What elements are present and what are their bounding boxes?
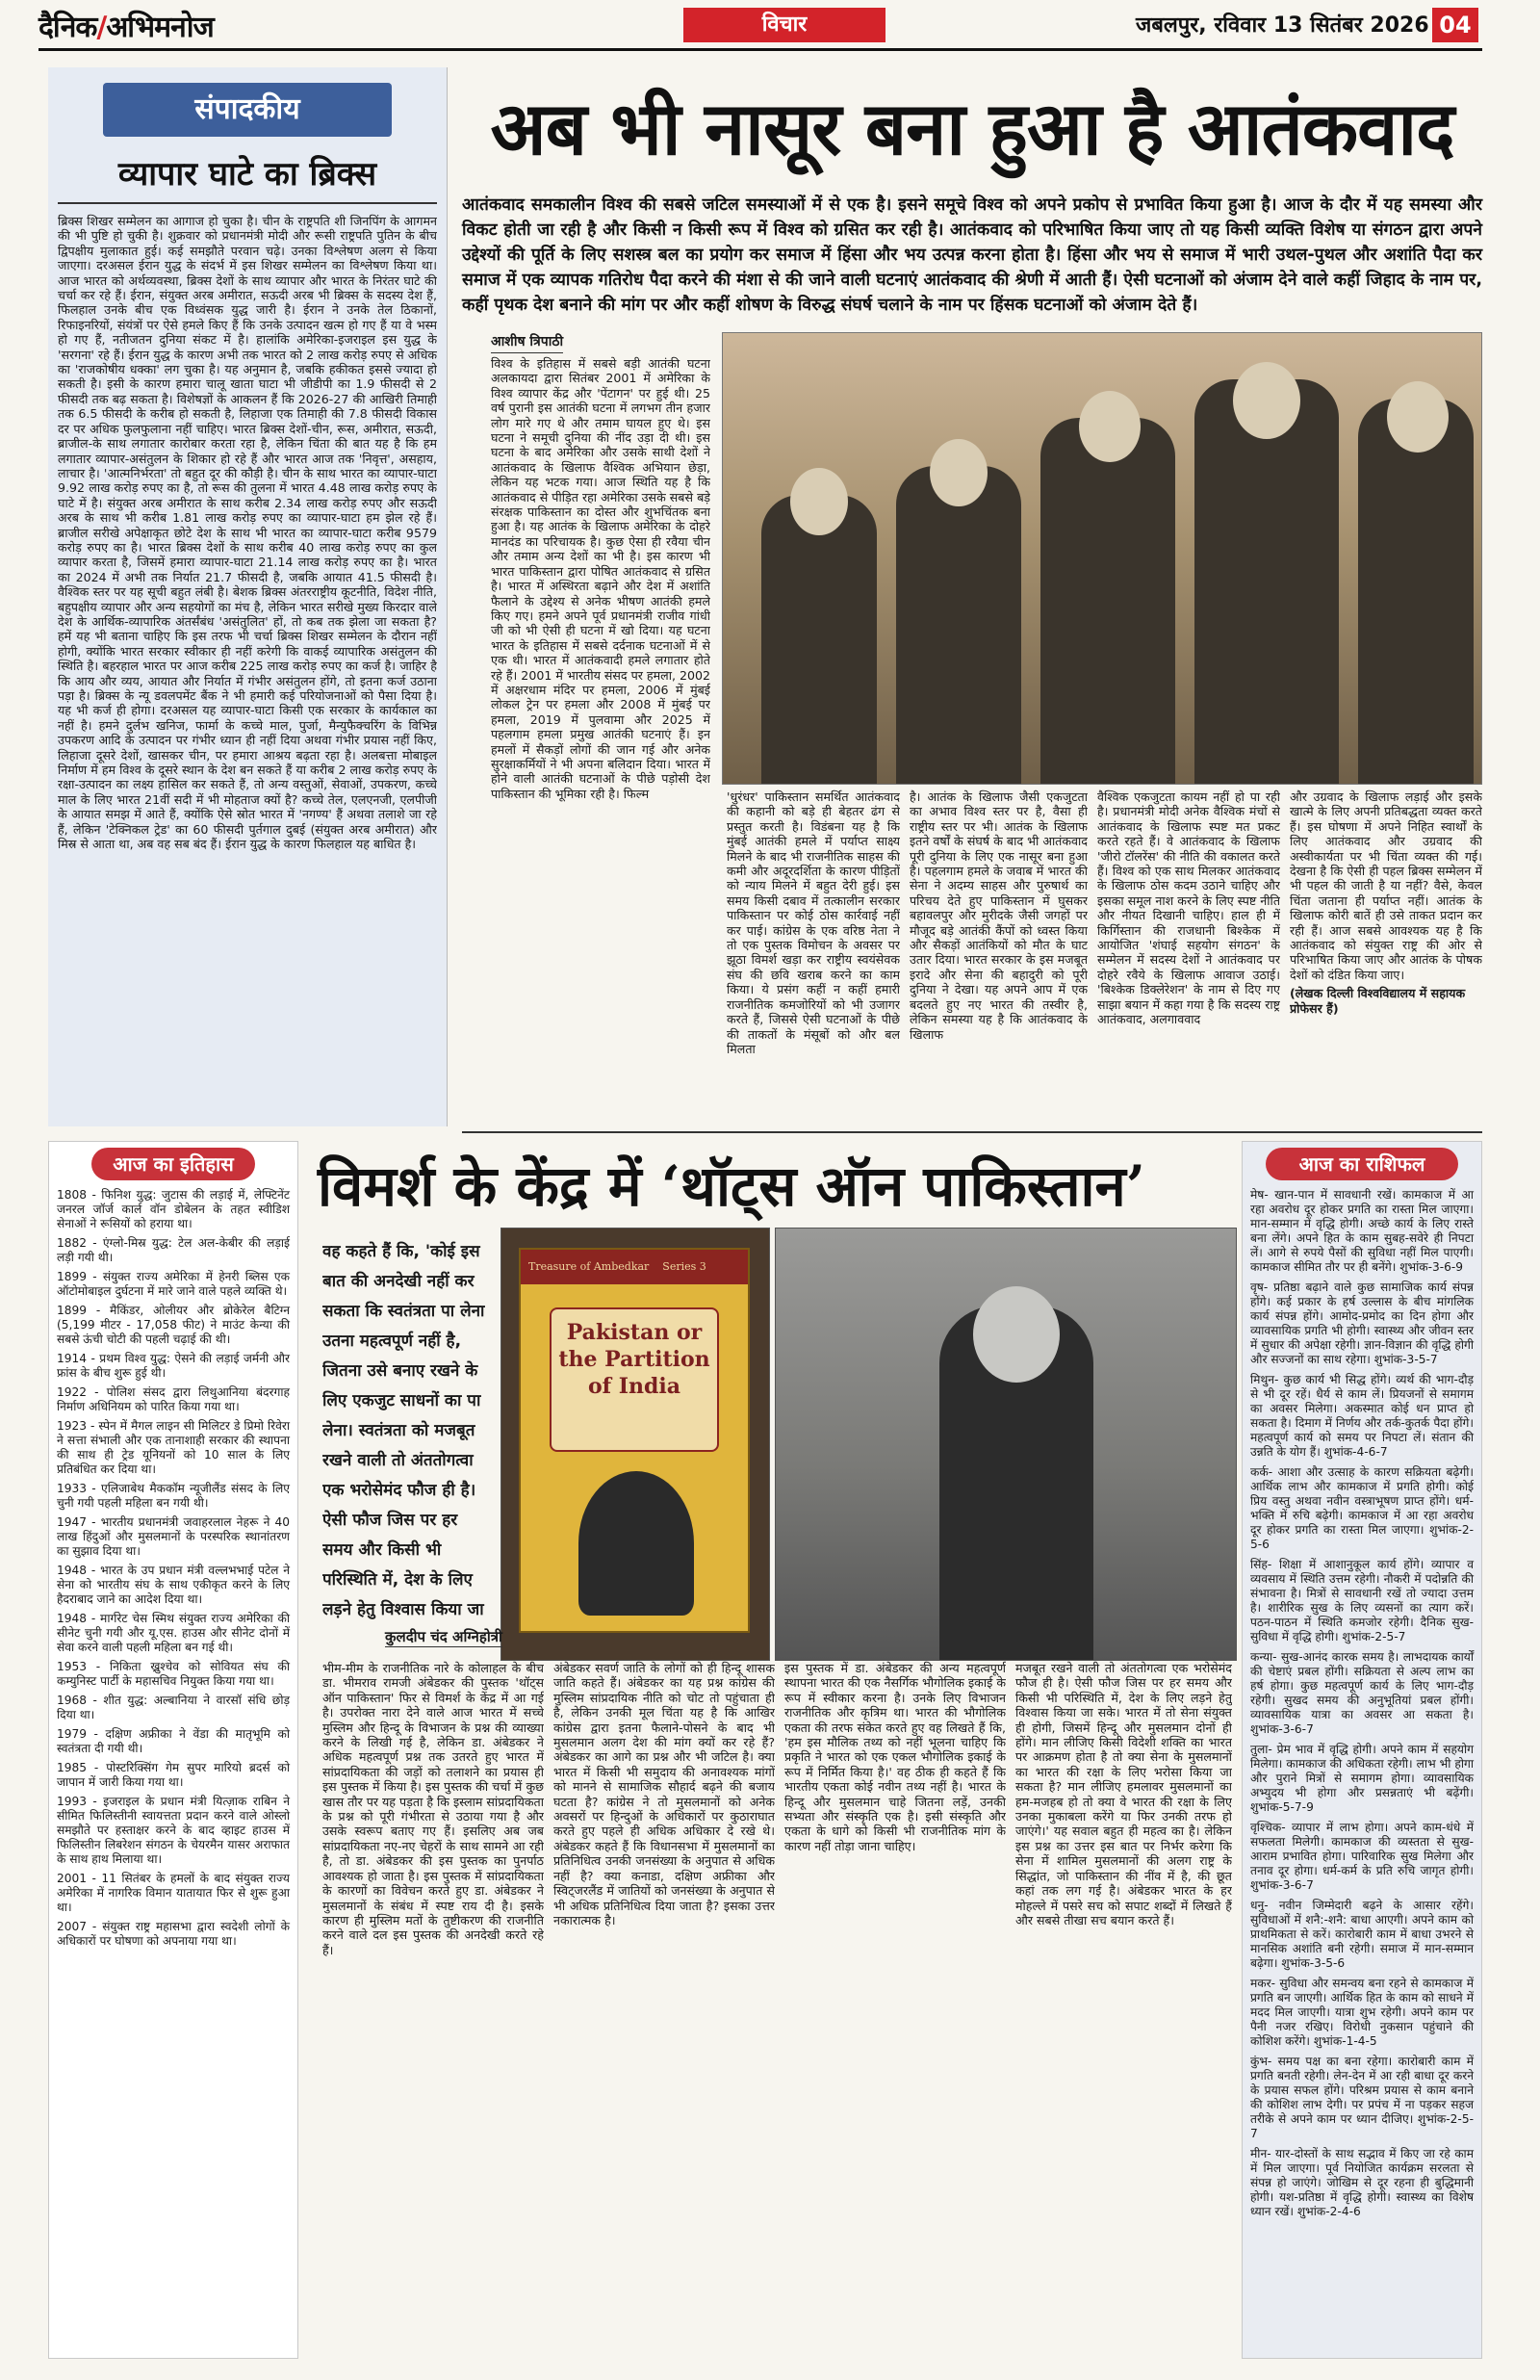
masthead-rule [38, 48, 1482, 51]
feature-column-3: इस पुस्तक में डा. अंबेडकर की अन्य महत्वपूर्ण स्थापना भारत की एक नैसर्गिक भौगोलिक इकाई के रूप में स्वीकार करना है। उनके लिए विभाजन राजनीतिक और कृत्रिम था। भारत की भौगोलिक एकता की तरफ संकेत करते हुए वह लिखते हैं कि, 'हम इस मौलिक तथ्य को नहीं भूलना चाहिए कि प्रकृति ने भारत को एक एकल भौगोलिक इकाई के रूप में निर्मित किया है।' वह ठीक ही कहते हैं कि भारतीय एकता कोई नवीन तथ्य नहीं है। भारत के हिन्दू और मुसलमान चाहे जितना लड़ें, उनकी सभ्यता और संस्कृति एक है। इसी संस्कृति और एकता के धागे को किसी भी राजनीतिक मांग के कारण नहीं तोड़ा जाना चाहिए। [784, 1661, 1006, 1853]
book-series-name: Treasure of Ambedkar [528, 1260, 650, 1273]
lead-deck: आतंकवाद समकालीन विश्व की सबसे जटिल समस्याओं में से एक है। इसने समूचे विश्व को अपने प्रकोप से प्रभावित किया हुआ है। आज के दौर में यह समस्या और विकट होती जा रही है और किसी न किसी रूप में विश्व को ग्रसित कर रही है। आतंकवाद को परिभाषित किया जाए तो यह किसी व्यक्ति विशेष या संगठन द्वारा अपने उद्देश्यों की पूर्ति के लिए सशस्त्र बल का प्रयोग कर समाज में हिंसा और भय उत्पन्न करना होता है। हिंसा और भय से समाज में भारी उथल-पुथल और अशांति पैदा कर समाज में एक व्यापक गतिरोध पैदा करने की मंशा से की जाने वाली घटनाएं आतंकवाद की श्रेणी में आती हैं। ऐसी घटनाओं को अंजाम देने वाले कहीं जिहाद के नाम पर, कहीं पृथक देश बनाने की मांग पर और कहीं शोषण के विरुद्ध संघर्ष चलाने के नाम पर हिंसक घटनाओं को अंजाम देते हैं। [462, 195, 1482, 315]
list-item: मकर- सुविधा और समन्वय बना रहने से कामकाज में प्रगति बन जाएगी। आर्थिक हित के काम को साधने में मदद मिल जाएगी। यात्रा शुभ रहेगी। अपने काम पर पैनी नजर रखिए। विरोधी नुकसान पहुंचाने की कोशिश करेंगे। शुभांक-1-4-5 [1250, 1977, 1474, 2048]
photo-figure [1194, 379, 1339, 784]
list-item: 1933 - एलिजाबेथ मैककॉम न्यूजीलैंड संसद के लिए चुनी गयी पहली महिला बन गयी थी। [57, 1482, 290, 1510]
list-item: सिंह- शिक्षा में आशानुकूल कार्य होंगे। व्यापार व व्यवसाय में स्थिति उत्तम रहेगी। नौकरी में पदोन्नति की संभावना है। मित्रों से सावधानी रखें तो ज्यादा उत्तम है। शारीरिक सुख के लिए व्यसनों का त्याग करें। पठन-पाठन में स्थिति कमजोर रहेगी। दैनिक सुख-सुविधा में वृद्धि होगी। शुभांक-2-5-7 [1250, 1558, 1474, 1643]
lead-column-1: विश्व के इतिहास में सबसे बड़ी आतंकी घटना अलकायदा द्वारा सितंबर 2001 में अमेरिका के विश्व व्यापार केंद्र और 'पेंटागन' पर हुई थी। 25 वर्ष पुरानी इस आतंकी घटना में लगभग तीन हजार लोग मारे गए थे और तमाम घायल हुए थे। इस घटना ने समूची दुनिया की नींद उड़ा दी थी। इस घटना के बाद अमेरिका और उसके साथी देशों ने आतंकवाद के खिलाफ वैश्विक अभियान छेड़ा, लेकिन यह भटक गया। आज स्थिति यह है कि आतंकवाद से पीड़ित रहा अमेरिका उसके सबसे बड़े संरक्षक पाकिस्तान का दोस्त और शुभचिंतक बना हुआ है। यह आतंक के खिलाफ अमेरिका के दोहरे मानदंड का परिचायक है। कुछ ऐसा ही रवैया चीन और तमाम अन्य देशों का भी है। इस कारण भी भारत पाकिस्तान द्वारा पोषित आतंकवाद से ग्रसित है। भारत में अस्थिरता बढ़ाने और देश में अशांति फैलाने के उद्देश्य से अनेक भीषण आतंकी हमले किए गए। हमने अपने पूर्व प्रधानमंत्री राजीव गांधी जी को भी ऐसी ही घटना में खो दिया। यह घटना भारत के इतिहास में सबसे दर्दनाक घटनाओं में से एक थी। भारत में आतंकवादी हमले लगातार होते रहे हैं। 2001 में भारतीय संसद पर हमला, 2002 में अक्षरधाम मंदिर पर हमला, 2006 में मुंबई लोकल ट्रेन पर हमला और 2008 में मुंबई पर हमला, 2019 में पुलवामा और 2025 में पहलगाम हमला प्रमुख आतंकी घटनाएं हैं। इन हमलों में सैकड़ों लोगों की जान गई और अनेक सुरक्षाकर्मियों ने भी अपना बलिदान दिया। भारत में होने वाली आतंकी घटनाओं के पीछे पड़ोसी देश पाकिस्तान की भूमिका रही है। फिल्म [491, 356, 710, 801]
newspaper-logo [38, 6, 214, 45]
lead-column-3: है। आतंक के खिलाफ जैसी एकजुटता का अभाव विश्व स्तर पर है, वैसा ही राष्ट्रीय स्तर पर भी। आतंक के खिलाफ इतने वर्षों के संघर्ष के बाद भी आतंकवाद पूरी दुनिया के लिए एक नासूर बना हुआ है। पहलगाम हमले के जवाब में भारत की सेना ने अदम्य साहस और पुरुषार्थ का परिचय देते हुए पाकिस्तान में घुसकर बहावलपुर और मुरीदके जैसी जगहों पर मौजूद बड़े आतंकी कैंपों को ध्वस्त किया और सैकड़ों आतंकियों को मौत के घाट उतार दिया। भारत सरकार के इस मजबूत इरादे और सेना की बहादुरी को पूरी दुनिया ने देखा। यह अपने आप में एक बदलते हुए नए भारत की तस्वीर है, लेकिन समस्या यह है कि आतंकवाद के खिलाफ [910, 789, 1088, 1042]
lead-column-5-wrap [1290, 789, 1482, 1126]
list-item: कन्या- सुख-आनंद कारक समय है। लाभदायक कार्यों की चेष्टाएं प्रबल होंगी। सक्रियता से अल्प लाभ का हर्ष होगा। कुछ महत्वपूर्ण कार्य के लिए भाग-दौड़ रहेगी। सुखद समय की अनुभूतियां प्रबल होंगी। व्यावसायिक यात्रा का अवसर आ सकता है। शुभांक-3-6-7 [1250, 1650, 1474, 1736]
list-item: वृष- प्रतिष्ठा बढ़ाने वाले कुछ सामाजिक कार्य संपन्न होंगे। कई प्रकार के हर्ष उल्लास के बीच मांगलिक कार्य संपन्न होंगे। आमोद-प्रमोद का दिन होगा और व्यावसायिक प्रगति भी होगी। स्वास्थ्य और जीवन स्तर में सुधार की अपेक्षा रहेगी। ज्ञान-विज्ञान की वृद्धि होगी और सज्जनों का साथ रहेगा। शुभांक-3-5-7 [1250, 1281, 1474, 1366]
feature-author: कुलदीप चंद अग्निहोत्री [385, 1628, 502, 1645]
list-item: 1882 - एंग्लो-मिस्र युद्ध: टेल अल-केबीर की लड़ाई लड़ी गयी थी। [57, 1236, 290, 1264]
horoscope-badge: आज का राशिफल [1266, 1148, 1458, 1180]
editorial-headline: व्यापार घाटे का ब्रिक्स [58, 150, 437, 204]
list-item: 1923 - स्पेन में मैगल लाइन सी मिलिटर डे प्रिमो रिवेरा ने सत्ता संभाली और एक तानाशाही सरकार की स्थापना की साथ ही ट्रेड यूनियनों को 10 साल के लिए प्रतिबंधित कर दिया था। [57, 1419, 290, 1476]
lead-column-5: और उग्रवाद के खिलाफ लड़ाई और इसके खात्मे के लिए अपनी प्रतिबद्धता व्यक्त करते हैं। इस घोषणा में अपने निहित स्वार्थों के लिए आतंकवाद और उग्रवाद की अस्वीकार्यता पर भी चिंता व्यक्त की गई। देखना है कि ऐसी ही पहल ब्रिक्स सम्मेलन में भी पहल की जाती है या नहीं? वैसे, केवल चिंता जताना ही पर्याप्त नहीं। आतंक के खिलाफ कोरी बातें ही उसे ताकत प्रदान कर रही हैं। आज सबसे आवश्यक यह है कि आतंकवाद को संयुक्त राष्ट्र की ओर से परिभाषित किया जाए और आतंक के पोषक देशों को दंडित किया जाए। [1290, 789, 1482, 982]
section-tag: विचार [683, 8, 886, 42]
photo-face [973, 1286, 1060, 1383]
list-item: 1808 - फिनिश युद्ध: जुटास की लड़ाई में, लेफ्टिनेंट जनरल जॉर्ज कार्ल वॉन डोबेलन के तहत स्वीडिश सेनाओं ने रूसियों को हराया था। [57, 1188, 290, 1230]
list-item: 1948 - भारत के उप प्रधान मंत्री वल्लभभाई पटेल ने सेना को भारतीय संघ के साथ एकीकृत करने के लिए हैदराबाद जाने का आदेश दिया था। [57, 1564, 290, 1606]
horoscope-column [1242, 1141, 1482, 2359]
dateline: जबलपुर, रविवार 13 सितंबर 2026 [1136, 13, 1429, 38]
feature-column-2: अंबेडकर सवर्ण जाति के लोगों को ही हिन्दू शासक जाति कहते हैं। अंबेडकर का यह प्रश्न कांग्रेस की मुस्लिम सांप्रदायिक नीति को चोट तो पहुंचाता ही है, लेकिन उनकी मूल चिंता यह है कि आखिर कांग्रेस द्वारा इतना फैलाने-पोसने के बाद भी मुसलमान अलग देश की मांग क्यों कर रहे हैं? अंबेडकर का आगे का प्रश्न और भी जटिल है। क्या भारत में किसी भी समुदाय की अनावश्यक मांगों को मानने से सामाजिक सौहार्द बढ़ने की बजाय घटता है? कांग्रेस ने तो मुसलमानों को अनेक अवसरों पर हिन्दुओं के अधिकारों पर कुठाराघात करते हुए पहले ही अधिक अधिकार दे रखे थे। अंबेडकर कहते हैं कि विधानसभा में मुसलमानों का प्रतिनिधित्व उनकी जनसंख्या के अनुपात से अधिक नहीं है? क्या कनाडा, दक्षिण अफ्रीका और स्विट्जरलैंड में जातियों को जनसंख्या के अनुपात से भी अधिक प्रतिनिधित्व दिया जाता है? इसका उत्तर नकारात्मक है। [553, 1661, 775, 1927]
history-list [49, 1188, 297, 1949]
list-item: 1985 - पोस्टरिक्सिंग गेम सुपर मारियो ब्रदर्स को जापान में जारी किया गया था। [57, 1761, 290, 1789]
ambedkar-photo [775, 1228, 1237, 1661]
list-item: मेष- खान-पान में सावधानी रखें। कामकाज में आ रहा अवरोध दूर होकर प्रगति का रास्ता मिल जाएगा। मान-सम्मान में वृद्धि होगी। अच्छे कार्य के लिए रास्ते बना लेंगे। अपने हित के काम सुबह-सवेरे ही निपटा लें। आगे से रुपये पैसों की सुविधा नहीं मिल पाएगी। कामकाज सीमित तौर पर ही बनेंगे। शुभांक-3-6-9 [1250, 1188, 1474, 1274]
list-item: 1947 - भारतीय प्रधानमंत्री जवाहरलाल नेहरू ने 40 लाख हिंदुओं और मुसलमानों के परस्परिक स्थानांतरण का सुझाव दिया था। [57, 1515, 290, 1558]
list-item: 1968 - शीत युद्ध: अल्बानिया ने वारसॉ संधि छोड़ दिया था। [57, 1694, 290, 1721]
feature-headline: विमर्श के केंद्र में ‘थॉट्स ऑन पाकिस्तान’ [318, 1153, 1145, 1219]
feature-column-1: भीम-मीम के राजनीतिक नारे के कोलाहल के बीच डा. भीमराव रामजी अंबेडकर की पुस्तक 'थॉट्स ऑन पाकिस्तान' फिर से विमर्श के केंद्र में आ गई है। उपरोक्त नारा देने वाले आज भारत में सच्चे मुस्लिम और हिन्दू के विभाजन के प्रश्न की व्याख्या करने के लिखी गई है, लेकिन डा. अंबेडकर ने अधिक महत्वपूर्ण प्रश्न तक उतरते हुए भारत में सांप्रदायिकता की जड़ों को तलाशने का प्रयास ही इस पुस्तक में किया है। इस पुस्तक की चर्चा में कुछ खास तौर पर यह पड़ता है कि इस्लाम सांप्रदायिकता के प्रश्न को पूरी गंभीरता से उठाया गया है और उसके स्वरूप बताए गए हैं। इसलिए अब जब सांप्रदायिकता नए-नए चेहरों के साथ सामने आ रही है, तो डा. अंबेडकर की इस पुस्तक का पुनर्पाठ आवश्यक हो जाता है। इस पुस्तक में सांप्रदायिकता के कारणों का विवेचन करते हुए डा. अंबेडकर ने मुसलमानों के संबंध में स्पष्ट राय दी है। इसके कारण ही मुस्लिम मतों के तुष्टीकरण की राजनीति करने वाले दल इस पुस्तक की अनदेखी करते रहे हैं। [322, 1661, 544, 1957]
horoscope-list [1243, 1188, 1481, 2219]
book-photo [500, 1228, 770, 1661]
feature-pullquote: वह कहते हैं कि, 'कोई इस बात की अनदेखी नहीं कर सकता कि स्वतंत्रता पा लेना उतना महत्वपूर्ण नहीं है, जितना उसे बनाए रखने के लिए एकजुट साधनों का पा लेना। स्वतंत्रता को मजबूत रखने वाली तो अंततोगत्वा एक भरोसेमंद फौज ही है। ऐसी फौज जिस पर हर समय और किसी भी परिस्थिति में, देश के लिए लड़ने हेतु विश्वास किया जा [322, 1242, 485, 1619]
book-series-number: Series 3 [662, 1260, 706, 1273]
list-item: 1899 - मैकिंडर, ओलीयर और ब्रोकेरेल बैटिग्न (5,199 मीटर - 17,058 फीट) ने माउंट केन्या की सबसे ऊंची चोटी की पहली चढ़ाई की थी। [57, 1304, 290, 1346]
list-item: 1993 - इजराइल के प्रधान मंत्री यित्ज़ाक राबिन ने सीमित फिलिस्तीनी स्वायत्तता प्रदान करने वाले ओस्लो समझौते पर हस्ताक्षर करने के बाद व्हाइट हाउस में फिलिस्तीन लिबरेशन संगठन के चेयरमैन यासर अराफात के साथ हाथ मिलाया था। [57, 1795, 290, 1866]
list-item: धनु- नवीन जिम्मेदारी बढ़ने के आसार रहेंगे। सुविधाओं में शनै:-शनै: बाधा आएगी। अपने काम को प्राथमिकता से करें। कारोबारी काम में बाधा उभरने से मानसिक अशांति बनी रहेगी। समाज में मान-सम्मान बढ़ेगा। शुभांक-3-5-6 [1250, 1899, 1474, 1970]
list-item: कुंभ- समय पक्ष का बना रहेगा। कारोबारी काम में प्रगति बनती रहेगी। लेन-देन में आ रही बाधा दूर करने के प्रयास सफल होंगे। परिश्रम प्रयास से काम बनाने की कोशिश लाभ देगी। पर प्रपंच में ना पड़कर सहज तरीके से अपने काम पर ध्यान दीजिए। शुभांक-2-5-7 [1250, 2055, 1474, 2140]
masthead [0, 0, 1540, 48]
lead-column-4: वैश्विक एकजुटता कायम नहीं हो पा रही है। प्रधानमंत्री मोदी अनेक वैश्विक मंचों से आतंकवाद के खिलाफ स्पष्ट मत प्रकट करते रहते हैं। वे आतंकवाद के खिलाफ 'जीरो टॉलरेंस' की नीति की वकालत करते हैं। विश्व को एक साथ मिलकर आतंकवाद के खिलाफ ठोस कदम उठाने चाहिए और इसका समूल नाश करने के लिए स्पष्ट नीति और नीयत दिखानी चाहिए। हाल ही में किर्गिस्तान की राजधानी बिश्केक में आयोजित 'शंघाई सहयोग संगठन' के सम्मेलन में सदस्य देशों ने आतंकवाद पर दोहरे रवैये के खिलाफ आवाज उठाई। 'बिश्केक डिक्लेरेशन' के नाम से दिए गए साझा बयान में कहा गया है कि सदस्य राष्ट्र आतंकवाद, अलगाववाद [1097, 789, 1280, 1027]
book-portrait [578, 1471, 694, 1616]
lead-byline: आशीष त्रिपाठी [491, 332, 563, 353]
photo-figure-head [1233, 362, 1300, 439]
photo-figure [1040, 418, 1175, 784]
list-item: 1948 - मार्गरेट चेस स्मिथ संयुक्त राज्य अमेरिका की सीनेट चुनी गयी और यू.एस. हाउस और सीनेट दोनों में सेवा करने वाली पहली महिला बन गई थी। [57, 1612, 290, 1654]
list-item: 1899 - संयुक्त राज्य अमेरिका में हेनरी ब्लिस एक ऑटोमोबाइल दुर्घटना में मारे जाने वाले पहले व्यक्ति थे। [57, 1270, 290, 1298]
feature-column-4: मजबूत रखने वाली तो अंततोगत्वा एक भरोसेमंद फौज ही है। ऐसी फौज जिस पर हर समय और किसी भी परिस्थिति में, देश के लिए लड़ने हेतु विश्वास किया जा सके। भारत में तो सेना संयुक्त ही होगी, जिसमें हिन्दू और मुसलमान दोनों ही होंगे। मान लीजिए किसी विदेशी शक्ति का भारत पर आक्रमण होता है तो क्या सेना के मुसलमानों का भारत की रक्षा के लिए भरोसा किया जा सकता है? मान लीजिए हमलावर मुसलमानों का हम-मजहब हो तो क्या वे भारत की रक्षा के लिए उनका मुकाबला करेंगे या फिर उनकी तरफ हो जाएंगे।' यह सवाल बहुत ही महत्व का है। लेकिन इस प्रश्न का उत्तर इस बात पर निर्भर करेगा कि सेना में शामिल मुसलमानों की अलग राष्ट्र के सिद्धांत, जो पाकिस्तान की नींव में है, की छूत कहां तक लग गई है। अंबेडकर भारत के हर मोहल्ले में पसरे सच को सपाट शब्दों में लिखते हैं और सबसे तीखा सच बयान करते हैं। [1015, 1661, 1232, 1927]
list-item: 1922 - पोलिश संसद द्वारा लिथुआनिया बंदरगाह निर्माण अधिनियम को पारित किया गया था। [57, 1385, 290, 1413]
book-cover [519, 1248, 750, 1633]
photo-figure-head [930, 439, 988, 506]
photo-figure [1358, 399, 1474, 784]
photo-figure [896, 466, 1021, 784]
lead-photo [722, 332, 1482, 785]
list-item: 1914 - प्रथम विश्व युद्ध: ऐसने की लड़ाई जर्मनी और फ्रांस के बीच शुरू हुई थी। [57, 1352, 290, 1380]
editorial-column [48, 67, 448, 1126]
list-item: तुला- प्रेम भाव में वृद्धि होगी। अपने काम में सहयोग मिलेगा। कामकाज की अधिकता रहेगी। लाभ भी होगा और पुराने मित्रों से समागम होगा। व्यावसायिक अभ्युदय भी होगा और प्रसन्नताएं भी बढ़ेंगी। शुभांक-5-7-9 [1250, 1743, 1474, 1814]
lead-column-2: 'धुरंधर' पाकिस्तान समर्थित आतंकवाद की कहानी को बड़े ही बेहतर ढंग से प्रस्तुत करती है। विडंबना यह है कि मुंबई आतंकी हमले में पर्याप्त साक्ष्य मिलने के बाद भी राजनीतिक साहस की कमी और अदूरदर्शिता के कारण पीड़ितों को न्याय मिलने में बहुत देरी हुई। इस समय किसी दबाव में तत्कालीन सरकार पाकिस्तान पर कोई ठोस कार्रवाई नहीं कर पाई। कांग्रेस के एक वरिष्ठ नेता ने तो एक पुस्तक विमोचन के अवसर पर झूठा विमर्श खड़ा कर राष्ट्रीय स्वयंसेवक संघ की छवि खराब करने का काम किया। ये प्रसंग कहीं न कहीं हमारी राजनीतिक कमजोरियों को भी उजागर करते हैं, जिससे ऐसी घटनाओं के पीछे की ताकतों के मंसूबों को और बल मिलता [727, 789, 900, 1056]
section-divider [462, 1131, 1482, 1133]
history-column [48, 1141, 298, 2359]
list-item: मिथुन- कुछ कार्य भी सिद्ध होंगे। व्यर्थ की भाग-दौड़ से भी दूर रहें। धैर्य से काम लें। प्रियजनों से समागम का अवसर मिलेगा। अकस्मात कोई धन प्राप्त हो सकता है। दिमाग में निर्णय और तर्क-कुतर्क पैदा होंगे। महत्वपूर्ण कार्य को समय पर निपटा लें। संतान की उन्नति के योग हैं। शुभांक-4-6-7 [1250, 1373, 1474, 1459]
book-series [521, 1250, 748, 1284]
author-credit: (लेखक दिल्ली विश्वविद्यालय में सहायक प्रोफेसर हैं) [1290, 986, 1466, 1016]
book-title: Pakistan or the Partition of India [550, 1307, 719, 1452]
list-item: वृश्चिक- व्यापार में लाभ होगा। अपने काम-धंधे में सफलता मिलेगी। कामकाज की व्यस्तता से सुख-आराम प्रभावित होगा। पारिवारिक सुख मिलेगा और तनाव दूर होगा। धर्म-कर्म के प्रति रुचि जागृत होगी। शुभांक-3-6-7 [1250, 1821, 1474, 1892]
lead-headline: अब भी नासूर बना हुआ है आतंकवाद [490, 86, 1454, 171]
list-item: 1953 - निकिता ख्रुश्चेव को सोवियत संघ की कम्युनिस्ट पार्टी के महासचिव नियुक्त किया गया था। [57, 1660, 290, 1688]
editorial-badge: संपादकीय [103, 83, 392, 137]
photo-figure-head [1079, 391, 1141, 462]
editorial-body: ब्रिक्स शिखर सम्मेलन का आगाज हो चुका है। चीन के राष्ट्रपति शी जिनपिंग के आगमन की भी पुष्टि हो चुकी है। शुक्रवार को प्रधानमंत्री मोदी और रूसी राष्ट्रपति पुतिन के बीच द्विपक्षीय मुलाकात हुई। कई समझौते परवान चढ़े। उनका विश्लेषण अलग से किया जाएगा। दरअसल ईरान युद्ध के संदर्भ में इस शिखर सम्मेलन का विश्लेषण किया था। आज भारत को अर्थव्यवस्था, ब्रिक्स देशों के साथ व्यापार और भारत के निरंतर घाटे की चर्चा कर रहे हैं। ईरान, संयुक्त अरब अमीरात, सऊदी अरब भी ब्रिक्स के सदस्य देश हैं, फिलहाल उनके बीच एक विध्वंसक युद्ध जारी है। ईरान ने उनके तेल ठिकानों, रिफाइनरियों, संयंत्रों पर ऐसे हमले किए हैं कि उनके उत्पादन खत्म हो गए हैं या वे भस्म हो गए हैं, नतीजतन दुनिया संकट में है। हालांकि अमेरिका-इजराइल इस युद्ध के 'सरगना' रहे हैं। ईरान युद्ध के कारण अभी तक भारत को 2 लाख करोड़ रुपए से अधिक का 'राजकोषीय धक्का' लग चुका है। यह अनुमान है, जबकि हकीकत इससे ज्यादा हो सकती है। इसी के कारण हमारा चालू खाता घाटा भी जीडीपी का 1.9 फीसदी से 2 फीसदी तक बढ़ सकता है। विशेषज्ञों के आकलन हैं कि 2026-27 की आखिरी तिमाही तक 6.5 फीसदी के करीब हो सकती है, लिहाजा एक तिमाही की 7.8 फीसदी विकास दर पर अधिक फुलफुलाना नहीं चाहिए। भारत ब्रिक्स देशों-चीन, रूस, अमीरात, सऊदी, ब्राजील-के साथ लगातार कारोबार करता रहा है, लेकिन चिंता की बात यह है कि हम लगातार व्यापार-असंतुलन के शिकार हो रहे हैं और भारत आज तक 'निवृत्त', असहाय, लाचार है। 'आत्मनिर्भरता' तो बहुत दूर की कौड़ी है। चीन के साथ भारत का व्यापार-घाटा 9.92 लाख करोड़ रुपए का है, तो रूस की तुलना में भारत 4.48 लाख करोड़ रुपए के घाटे में है। संयुक्त अरब अमीरात के साथ करीब 2.34 लाख करोड़ रुपए और सऊदी अरब के साथ भी करीब 1.81 लाख करोड़ रुपए का व्यापार-घाटा हम झेल रहे हैं। ब्राजील सरीखे अपेक्षाकृत छोटे देश के साथ भी भारत का व्यापार-घाटा करीब 9579 करोड़ रुपए का है। भारत ब्रिक्स देशों के साथ करीब 40 लाख करोड़ रुपए का कुल व्यापार करता है, जिसमें हमारा व्यापार-घाटा 21.14 लाख करोड़ रुपए का है। भारत का 2024 में अभी तक निर्यात 21.7 फीसदी है, जबकि आयात 41.5 फीसदी है। वैश्विक स्तर पर यह सूची बहुत लंबी है। बेशक ब्रिक्स अंतरराष्ट्रीय कूटनीति, विदेश नीति, बहुपक्षीय व्यापार और अन्य सहयोगों का मंच है, लेकिन भारत सरीखे मुख्य किरदार वाले देश के आर्थिक-व्यापारिक अंतर्संबंध 'असंतुलित' हों, तो कब तक झेला जा सकता है? हमें यह भी बताना चाहिए कि इस तरफ भी चर्चा ब्रिक्स शिखर सम्मेलन के दौरान नहीं होगी, क्योंकि भारत सरकार स्वीकार ही नहीं करेगी कि वाकई व्यापारिक असंतुलन की स्थिति है। बहरहाल भारत पर आज करीब 225 लाख करोड़ रुपए का कर्ज है। जाहिर है कि आय और व्यय, आयात और निर्यात में गंभीर असंतुलन होंगे, तो इतना कर्ज उठाना पड़ा है। ब्रिक्स के न्यू डवलपमेंट बैंक ने भी हमारी कई परियोजनाओं को पैसा दिया है। यह भी कर्ज ही होगा। दरअसल यह व्यापार-घाटा किसी एक सरकार के कार्यकाल का नहीं है। हमने दुर्लभ खनिज, फार्मा के कच्चे माल, पुर्जा, मैन्युफैक्चरिंग के विभिन्न उपकरण आदि के उत्पादन पर गंभीर ध्यान ही नहीं दिया अथवा गंभीर प्रयास नहीं किए, लिहाजा दूसरे देशों, खासकर चीन, पर हमारा आश्रय बढ़ता रहा है। अलबत्ता मोबाइल निर्माण में हम विश्व के दूसरे स्थान के देश बन सकते हैं या करीब 2 लाख करोड़ रुपए के रक्षा-उत्पादन का लक्ष्य हासिल कर सकते हैं, तो अन्य वस्तुओं, सेवाओं, उपकरण, कच्चे माल के लिए भारत 21वीं सदी में भी मोहताज क्यों है? कच्चे तेल, एलएनजी, एलपीजी के आयात समझ में आते हैं, क्योंकि ऐसे स्रोत भारत में 'नगण्य' हैं अथवा तलाशे जा रहे हैं, लेकिन 'टेक्निकल ट्रेड' का 60 फीसदी पुर्तगाल दुबई (संयुक्त अरब अमीरात) और मिस्र से आता था, अब वह सब बंद हैं। ईरान युद्ध के कारण फिलहाल यह बाधित है। [58, 214, 437, 852]
list-item: 1979 - दक्षिण अफ्रीका ने वेंडा की मातृभूमि को स्वतंत्रता दी गयी थी। [57, 1727, 290, 1755]
logo-part2: अभिमनोज [106, 11, 214, 44]
list-item: 2001 - 11 सितंबर के हमलों के बाद संयुक्त राज्य अमेरिका में नागरिक विमान यातायात फिर से शुरू हुआ था। [57, 1872, 290, 1914]
logo-part1: दैनिक [38, 11, 97, 44]
photo-figure [761, 495, 877, 784]
list-item: 2007 - संयुक्त राष्ट्र महासभा द्वारा स्वदेशी लोगों के अधिकारों पर घोषणा को अपनाया गया था। [57, 1920, 290, 1948]
photo-figure-head [790, 468, 848, 535]
logo-slash: / [96, 11, 107, 44]
photo-figure-head [1387, 381, 1449, 453]
list-item: मीन- यार-दोस्तों के साथ सद्भाव में किए जा रहे काम में मिल जाएगा। पूर्व नियोजित कार्यक्रम सरलता से संपन्न हो जाएंगे। जोखिम से दूर रहना ही बुद्धिमानी होगी। यश-प्रतिष्ठा में वृद्धि होगी। स्वास्थ्य का विशेष ध्यान रखें। शुभांक-2-4-6 [1250, 2147, 1474, 2218]
list-item: कर्क- आशा और उत्साह के कारण सक्रियता बढ़ेगी। आर्थिक लाभ और कामकाज में प्रगति होगी। कोई प्रिय वस्तु अथवा नवीन वस्त्राभूषण प्राप्त होंगे। धर्म-भक्ति में रुचि बढ़ेगी। कामकाज में आ रहा अवरोध दूर होकर प्रगति का रास्ता मिल जाएगा। शुभांक-2-5-6 [1250, 1465, 1474, 1551]
history-badge: आज का इतिहास [91, 1148, 255, 1180]
page-number: 04 [1432, 8, 1478, 42]
